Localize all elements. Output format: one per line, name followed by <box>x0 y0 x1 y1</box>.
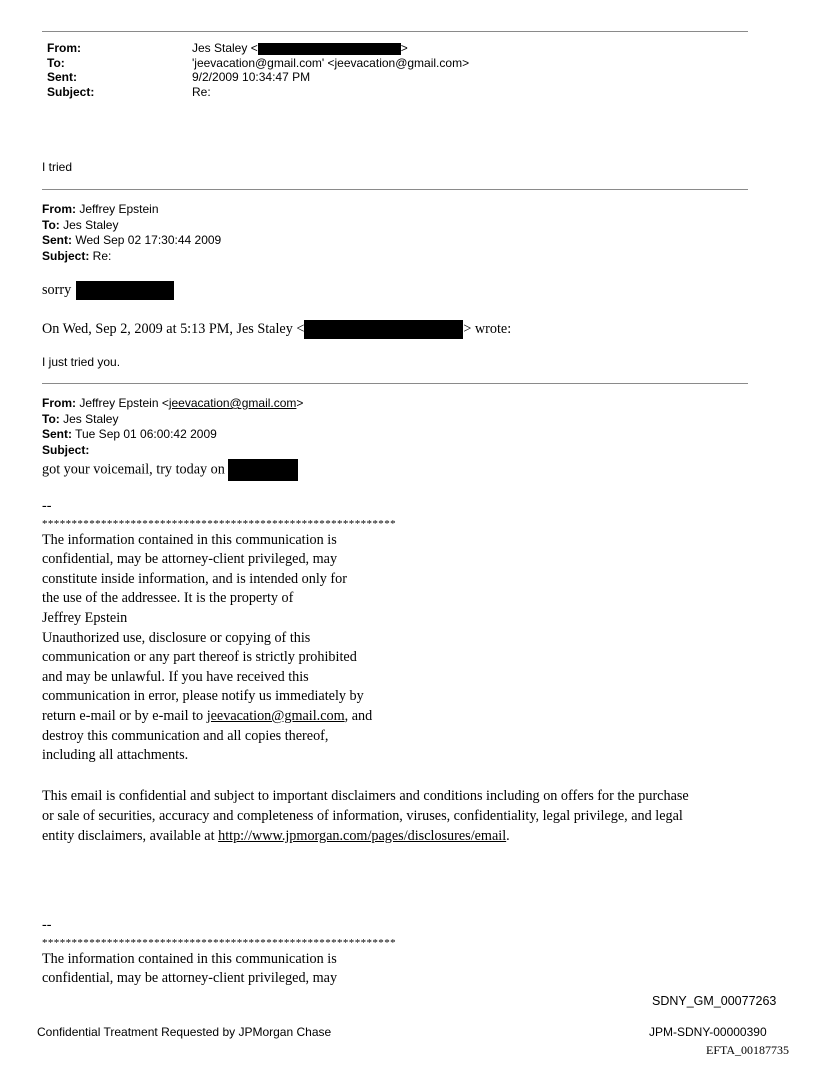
disclaimer-line: including all attachments. <box>42 747 189 764</box>
disclaimer-line: the use of the addressee. It is the property of <box>42 590 294 607</box>
jpm-disclaimer: This email is confidential and subject to important disclaimers and conditions including on offers for the purchase or sale of securities, accuracy and completeness of information, viruses, confidentiality, legal privilege, and legal entity disclaimers, available at http://www.jpmorgan.com/pages/disclosures/email. <box>42 788 689 844</box>
msg2-to-row: To: Jes Staley <box>42 217 119 232</box>
email-link[interactable]: jeevacation@gmail.com <box>206 707 345 724</box>
msg3-subject-row: Subject: <box>42 442 90 457</box>
msg2-from-row: From: Jeffrey Epstein <box>42 202 159 216</box>
sent-label: Sent: <box>47 70 77 84</box>
header-from-row <box>47 41 469 56</box>
bates-number-gm: SDNY_GM_00077263 <box>652 994 777 1008</box>
msg2-sent-row: Sent: Wed Sep 02 17:30:44 2009 <box>42 233 222 247</box>
disclaimer-block-2: -- ************************************************************ The information contained in this communication is confidential, may be attorney-client privileged, may <box>42 917 396 987</box>
msg2-body: sorry <box>42 281 174 301</box>
bates-number-jpm: JPM-SDNY-00000390 <box>649 1025 767 1039</box>
redaction-box <box>76 281 174 300</box>
disclaimer-line: and may be unlawful. If you have received this <box>42 668 309 685</box>
signature-separator: -- <box>42 917 52 933</box>
sent-value: 9/2/2009 10:34:47 PM <box>192 70 311 84</box>
msg3-to-row: To: Jes Staley <box>42 411 119 426</box>
efta-number: EFTA_00187735 <box>706 1043 790 1057</box>
divider <box>42 31 748 32</box>
msg3-sent-row: Sent: Tue Sep 01 06:00:42 2009 <box>42 427 217 441</box>
header-sent-row <box>47 70 469 85</box>
msg3-body: got your voicemail, try today on <box>42 459 298 481</box>
quote-attribution: On Wed, Sep 2, 2009 at 5:13 PM, Jes Staley < > wrote: <box>42 320 511 340</box>
disclaimer-line: destroy this communication and all copies thereof, <box>42 727 329 744</box>
msg2-subject-row: Subject: Re: <box>42 248 112 263</box>
disclaimer-line: constitute inside information, and is intended only for <box>42 570 347 587</box>
from-label: From: <box>47 41 81 55</box>
message-header <box>42 396 303 458</box>
disclaimer-line: communication in error, please notify us immediately by <box>42 688 364 705</box>
disclaimer-line: communication or any part thereof is strictly prohibited <box>42 649 357 666</box>
subject-label: Subject: <box>47 84 95 99</box>
from-value: Jes Staley < > <box>192 41 408 55</box>
disclaimer-block <box>42 497 396 766</box>
divider <box>42 383 748 384</box>
disclaimer-lines <box>42 531 396 707</box>
disclaimer-end-lines <box>42 727 396 766</box>
subject-value: Re: <box>192 84 211 99</box>
to-value: 'jeevacation@gmail.com' <jeevacation@gmail.com> <box>192 55 470 70</box>
divider <box>42 189 748 190</box>
disclaimer-line: Unauthorized use, disclosure or copying of this <box>42 629 311 646</box>
to-label: To: <box>47 55 65 70</box>
asterisk-rule: ************************************************************ <box>42 517 396 530</box>
disclosure-link[interactable]: http://www.jpmorgan.com/pages/disclosures/email <box>218 828 507 844</box>
disclaimer-line: Jeffrey Epstein <box>42 609 128 626</box>
disclaimer-return-line: return e-mail or by e-mail to jeevacation@gmail.com, and <box>42 707 373 724</box>
email-link[interactable]: jeevacation@gmail.com <box>168 396 297 410</box>
signature-separator: -- <box>42 498 52 514</box>
email-header <box>47 41 469 99</box>
redaction-box <box>304 320 463 339</box>
asterisk-rule: ************************************************************ <box>42 936 396 949</box>
email-body-text: I tried <box>42 160 73 174</box>
msg3-from-row: From: Jeffrey Epstein <jeevacation@gmail.com> <box>42 396 304 410</box>
redaction-box <box>228 459 298 481</box>
disclaimer-line: The information contained in this communication is <box>42 531 337 548</box>
disclaimer-line: confidential, may be attorney-client privileged, may <box>42 551 338 568</box>
redaction-box <box>258 43 401 55</box>
quoted-text: I just tried you. <box>42 355 121 369</box>
message-header <box>42 202 221 264</box>
confidential-notice: Confidential Treatment Requested by JPMorgan Chase <box>37 1025 332 1039</box>
header-subject-row <box>47 85 469 100</box>
header-to-row <box>47 56 469 71</box>
